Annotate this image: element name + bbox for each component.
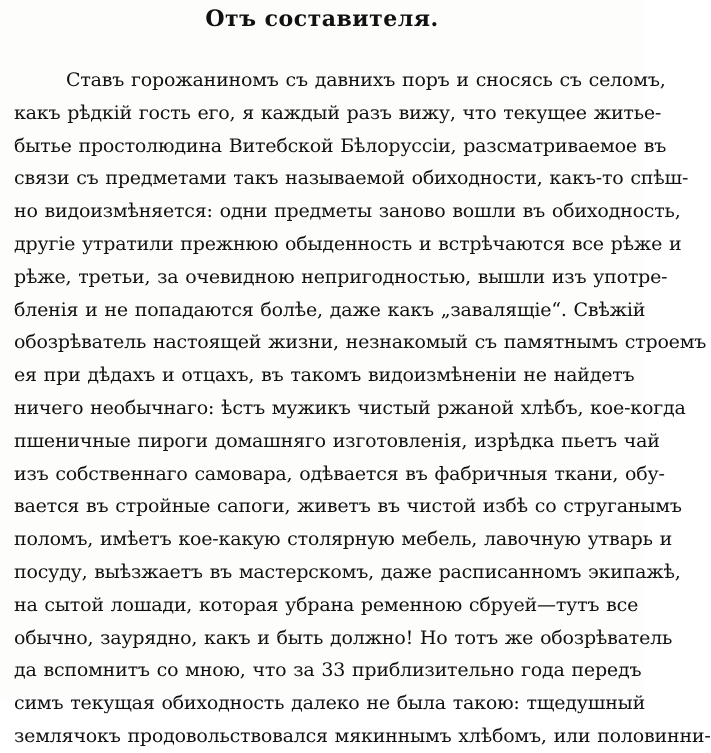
text-line: изъ собственнаго самовара, одѣвается въ фабричныя ткани, обу- (14, 462, 665, 485)
text-line: симъ текущая обиходность далеко не была такою: тщедушный (14, 692, 646, 715)
text-line: землячокъ продовольствовался мякиннымъ хлѣбомъ, или половинни- (14, 724, 711, 747)
text-line: Ставъ горожаниномъ съ давнихъ поръ и сносясь съ селомъ, (66, 69, 666, 91)
text-line: ея при дѣдахъ и отцахъ, въ такомъ видоизмѣненіи не найдетъ (14, 364, 635, 387)
text-line: поломъ, имѣетъ кое-какую столярную мебель, лавочную утварь и (14, 528, 673, 551)
text-line: на сытой лошади, которая убрана ременною сбруей—тутъ все (14, 593, 639, 616)
text-line: другіе утратили прежнюю обыденность и встрѣчаются все рѣже и (14, 232, 682, 255)
text-line: бленія и не попадаются болѣе, даже какъ „завалящіе“. Свѣжій (14, 298, 646, 321)
text-line: но видоизмѣняется: одни предметы заново вошли въ обиходность, (14, 200, 681, 223)
page-heading: Отъ составителя. (205, 6, 439, 32)
text-line: какъ рѣдкій гость его, я каждый разъ вижу, что текущее житье- (14, 101, 662, 124)
text-line: вается въ стройные сапоги, живетъ въ чистой избѣ со струганымъ (14, 495, 682, 518)
text-line: пшеничные пироги домашняго изготовленія, изрѣдка пьетъ чай (14, 429, 660, 452)
body-text (14, 64, 711, 753)
text-line: посуду, выѣзжаетъ въ мастерскомъ, даже расписанномъ экипажѣ, (14, 560, 681, 583)
text-line: ничего необычнаго: ѣстъ мужикъ чистый ржаной хлѣбъ, кое-когда (14, 396, 686, 419)
text-line: бытье простолюдина Витебской Бѣлоруссіи, разсматриваемое въ (14, 134, 667, 157)
text-line: обозрѣватель настоящей жизни, незнакомый съ памятнымъ строемъ (14, 331, 707, 354)
text-line: рѣже, третьи, за очевидною непригодностью, вышли изъ употре- (14, 265, 668, 288)
text-line: связи съ предметами такъ называемой обиходности, какъ-то спѣш- (14, 167, 689, 190)
text-line: обычно, заурядно, какъ и быть должно! Но тотъ же обозрѣватель (14, 626, 673, 649)
text-line: да вспомнитъ со мною, что за 33 приблизительно года передъ (14, 659, 642, 682)
